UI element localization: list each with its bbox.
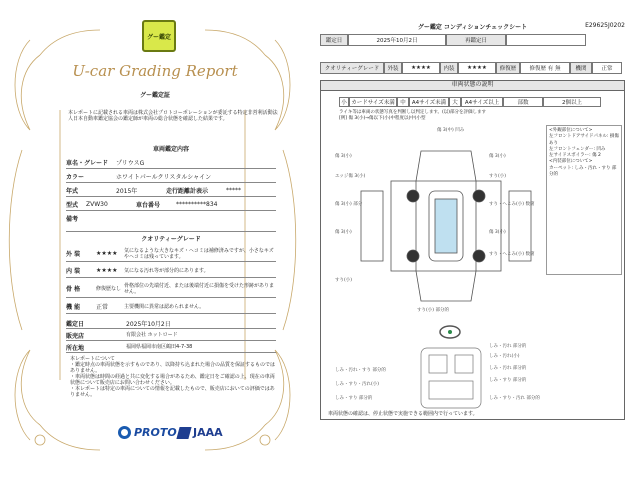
car-exterior-diagram bbox=[351, 121, 541, 321]
diag-label: すり(小) bbox=[335, 278, 353, 283]
interior-label: しみ・すり 部分的 bbox=[335, 396, 373, 401]
exterior-desc: 気になるような大きなキズ・ヘコミは補修済みですが、小さなキズやヘコミは残っています。 bbox=[124, 247, 274, 260]
addr-row bbox=[66, 342, 276, 353]
car-interior-diagram bbox=[411, 343, 491, 413]
note-item: ・鑑定時点の車両状態を示すものであり、以降持ち込まれた場合の品質を保証するものではありません。 bbox=[70, 362, 276, 374]
size-a4plus: A4サイズ以上 bbox=[461, 97, 503, 107]
dealer-value: 有限会社 ホットロード bbox=[126, 332, 178, 338]
color-value: ホワイトパールクリスタルシャイン bbox=[116, 173, 212, 181]
right-note: 左フロントドアサイドパネル: 損傷 bbox=[549, 134, 619, 140]
equip-value: 正常 bbox=[96, 304, 109, 311]
mileage-value: ***** bbox=[226, 186, 241, 194]
note-item: ・車両状態は時間の経過と共に変化する場合があるため、鑑定日をご確認の上、現在の車両状態について販売店にお問い合わせください。 bbox=[70, 374, 275, 386]
diag-label: すり・へこみ(小) 数箇 bbox=[489, 252, 535, 257]
diag-label: エッジ傷 3(小) bbox=[335, 174, 366, 179]
exterior-row bbox=[66, 246, 276, 262]
interior-label: しみ・すり・汚れ(小) bbox=[335, 382, 380, 387]
sheet-redate-label: 再鑑定日 bbox=[446, 34, 506, 46]
right-notes bbox=[546, 125, 622, 275]
legend-note: ライキ等は車両の状態写真を判断し以判定します。(以)部分を評価します bbox=[339, 110, 487, 115]
size-small: 小 bbox=[339, 97, 349, 107]
diag-label: 傷 3(小) bbox=[489, 154, 506, 159]
diag-label: すり(小) 部分的 bbox=[417, 308, 449, 313]
sheet-footer-note: 車両状態の確認は、停止状態で実施できる範囲内で行っています。 bbox=[328, 411, 478, 417]
interior-row bbox=[66, 264, 276, 278]
notes-block bbox=[70, 356, 275, 398]
jaaa-icon bbox=[176, 427, 191, 439]
diag-label: すり(小) bbox=[489, 174, 507, 179]
interior-label: しみ・汚れ(小) bbox=[489, 354, 520, 359]
size-a4: A4サイズ未満 bbox=[409, 97, 449, 107]
sheet-machine-label: 機関 bbox=[570, 62, 592, 74]
diag-label: すり・へこみ(小) 数箇 bbox=[489, 202, 535, 207]
addr-label: 所在地 bbox=[66, 344, 85, 352]
note-item: ・本レポートは特定の車両についての情報を記載したもので、販売店においての評価ではありません。 bbox=[70, 386, 275, 398]
size-card: カードサイズ未満 bbox=[349, 97, 397, 107]
report-title: U-car Grading Report bbox=[72, 62, 238, 80]
right-note: カーペット: しみ・汚れ・すり 部分的 bbox=[549, 165, 617, 178]
mileage-label: 走行距離計表示 bbox=[166, 187, 209, 195]
equip-row bbox=[66, 300, 276, 314]
sheet-redate-value bbox=[506, 34, 586, 46]
quality-section-title: クオリティーグレード bbox=[141, 236, 201, 243]
equip-label: 機 能 bbox=[66, 304, 81, 311]
condition-sheet bbox=[320, 22, 625, 422]
jaaa-logo bbox=[178, 426, 223, 439]
badge-text: グー鑑定 bbox=[146, 33, 171, 41]
model-label: 車名・グレード bbox=[66, 159, 109, 167]
state-box bbox=[320, 80, 625, 420]
addr-value: 福岡県福岡市南区鶴田4-7-38 bbox=[126, 344, 193, 350]
interior-label: しみ・汚れ・すり 部分的 bbox=[335, 368, 386, 373]
right-note: <内装部位について> bbox=[549, 159, 593, 165]
type-value: ZVW30 bbox=[86, 200, 108, 208]
frame-row bbox=[66, 280, 276, 298]
sheet-ext-stars: ★★★★ bbox=[402, 62, 440, 74]
sheet-date-value: 2025年10月2日 bbox=[348, 34, 446, 46]
date-value: 2025年10月2日 bbox=[126, 320, 171, 328]
part-label: 部数 bbox=[503, 97, 543, 107]
sheet-repair-label: 修復歴 bbox=[496, 62, 520, 74]
size-large: 大 bbox=[449, 97, 461, 107]
color-row bbox=[66, 170, 276, 183]
sheet-machine-value: 正常 bbox=[592, 62, 622, 74]
dealer-row bbox=[66, 330, 276, 341]
year-label: 年式 bbox=[66, 187, 79, 195]
sheet-int-stars: ★★★★ bbox=[458, 62, 496, 74]
grading-report bbox=[0, 0, 305, 480]
exterior-label: 外 装 bbox=[66, 251, 81, 258]
sheet-ext-label: 外装 bbox=[384, 62, 402, 74]
sheet-header bbox=[320, 22, 625, 32]
interior-label: しみ・すり・汚れ 部分的 bbox=[489, 396, 540, 401]
interior-label: 内 装 bbox=[66, 268, 81, 275]
sheet-grade-label: クオリティーグレード bbox=[320, 62, 384, 74]
date-label: 鑑定日 bbox=[66, 320, 85, 328]
year-row bbox=[66, 184, 276, 197]
report-intro: 本レポートに記載される車両は株式会社プロトコーポレーションが委託する特定非営利活動法人日本自動車鑑定協会の鑑定師が車両の総合状態を確認した結果です。 bbox=[68, 110, 278, 122]
part-value: 2個以上 bbox=[543, 97, 601, 107]
frame-desc: 骨格部位の先端付近、または後端付近に損傷を受けた形跡がありません。 bbox=[124, 282, 275, 295]
model-value: プリウスG bbox=[116, 159, 145, 167]
notes-title: 本レポートについて bbox=[70, 356, 115, 362]
type-label: 型式 bbox=[66, 201, 79, 209]
dealer-label: 販売店 bbox=[66, 332, 85, 340]
interior-desc: 気になる汚れ等が部分的にあります。 bbox=[124, 267, 209, 274]
proto-logo-text: PROTO bbox=[134, 426, 177, 439]
right-note: 左サイドスポイラー: 傷 2 bbox=[549, 153, 601, 159]
sheet-code: E29625J0202 bbox=[585, 22, 625, 29]
equip-desc: 主要機関に異常は認められません。 bbox=[124, 303, 205, 310]
exterior-stars: ★★★★ bbox=[96, 250, 118, 257]
sheet-int-label: 内装 bbox=[440, 62, 458, 74]
note-label: 備考 bbox=[66, 216, 79, 223]
legend-note2: [例] 傷 3(小)→傷以下(小)中程度以(中)小型 bbox=[339, 116, 426, 121]
diag-label: 傷 3(小) bbox=[335, 154, 352, 159]
sheet-title: グー鑑定 コンディションチェックシート bbox=[417, 24, 528, 31]
diag-label: 傷 3(小) bbox=[335, 230, 352, 235]
sheet-repair-value: 修復歴 有 無 bbox=[520, 62, 570, 74]
frame-value: 修復歴なし bbox=[96, 285, 122, 292]
vehicle-section-title: 車両鑑定内容 bbox=[152, 146, 189, 153]
date-row bbox=[66, 318, 276, 329]
jaaa-logo-text: JAAA bbox=[193, 426, 223, 439]
steering-wheel-icon bbox=[439, 325, 461, 339]
interior-stars: ★★★★ bbox=[96, 267, 118, 274]
proto-icon bbox=[118, 426, 131, 439]
color-label: カラー bbox=[66, 173, 85, 181]
frame-label: 骨 格 bbox=[66, 286, 81, 293]
right-note: 左フロントフェンダー: 凹み bbox=[549, 146, 606, 152]
right-note: <外観部位について> bbox=[549, 128, 593, 133]
type-row bbox=[66, 198, 276, 211]
interior-label: しみ・汚れ 部分的 bbox=[489, 344, 527, 349]
goo-badge bbox=[142, 20, 176, 52]
note-row bbox=[66, 212, 276, 232]
right-note: あり bbox=[549, 140, 558, 146]
interior-label: しみ・汚れ 部分的 bbox=[489, 366, 527, 371]
vin-value: **********834 bbox=[176, 200, 218, 208]
model-row bbox=[66, 156, 276, 169]
state-title: 車両状態の説明 bbox=[321, 81, 624, 91]
vin-label: 車台番号 bbox=[136, 201, 161, 209]
diag-label: 傷 3(中) 凹み bbox=[437, 128, 465, 133]
diag-label: 傷 3(小) 部分 bbox=[335, 202, 363, 207]
size-mid: 中 bbox=[397, 97, 409, 107]
interior-label: しみ・すり 部分的 bbox=[489, 378, 527, 383]
diag-label: 傷 3(小) bbox=[489, 230, 506, 235]
year-value: 2015年 bbox=[116, 187, 138, 195]
proto-logo bbox=[118, 426, 177, 439]
sheet-date-label: 鑑定日 bbox=[320, 34, 348, 46]
report-subtitle: グー鑑定証 bbox=[139, 92, 170, 99]
